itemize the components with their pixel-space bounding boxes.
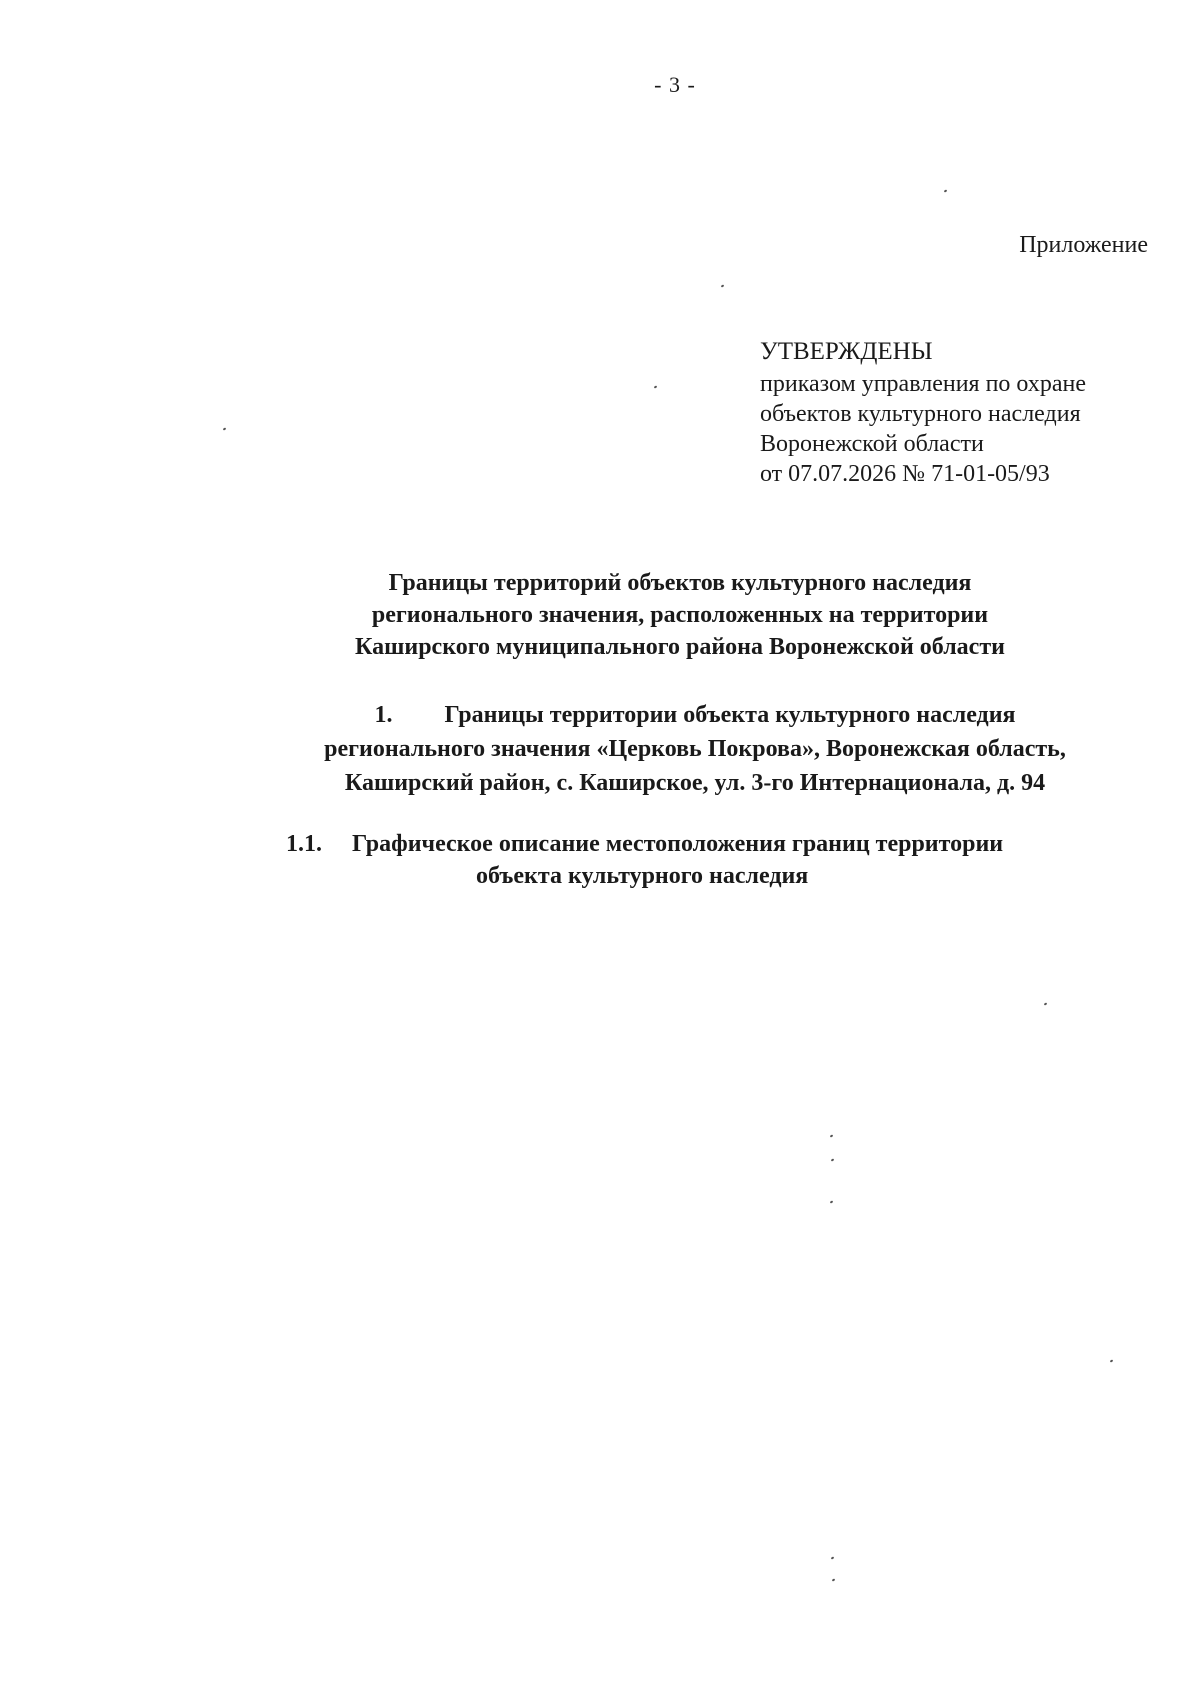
document-title: [180, 567, 1180, 663]
section-heading-line: [200, 698, 1190, 732]
scan-speck: [1110, 1359, 1114, 1362]
section-1-heading: [200, 698, 1190, 800]
title-line: Каширского муниципального района Воронежской области: [355, 634, 1005, 660]
approval-line: объектов культурного наследия: [760, 401, 1081, 427]
scan-speck: [944, 189, 948, 192]
subsection-number: 1.1.: [286, 831, 322, 857]
section-number: 1.: [374, 702, 393, 728]
appendix-label: Приложение: [1019, 232, 1148, 258]
subsection-1-1-heading: [286, 828, 1003, 892]
section-heading-line: регионального значения «Церковь Покрова», Воронежская область,: [324, 736, 1066, 762]
scan-speck: [1044, 1002, 1048, 1005]
section-heading-line: Каширский район, с. Каширское, ул. 3-го Интернационала, д. 94: [344, 770, 1046, 796]
title-line: Границы территорий объектов культурного наследия: [388, 570, 972, 596]
title-line: регионального значения, расположенных на территории: [371, 602, 989, 628]
scan-speck: [721, 284, 725, 287]
subsection-heading-line: [286, 828, 1003, 860]
approval-line: приказом управления по охране: [760, 371, 1086, 397]
scan-speck: [830, 1134, 834, 1137]
subsection-heading-line: объекта культурного наследия: [476, 863, 809, 889]
approval-block: [760, 337, 1086, 489]
scan-speck: [831, 1158, 835, 1161]
approval-date-number: от 07.07.2026 № 71-01-05/93: [760, 461, 1050, 487]
page-number: - 3 -: [654, 72, 696, 97]
scan-speck: [832, 1578, 836, 1581]
subsection-heading-text: Графическое описание местоположения границ территории: [352, 831, 1004, 857]
section-heading-text: Границы территории объекта культурного наследия: [444, 702, 1016, 728]
scan-speck: [831, 1556, 835, 1559]
scan-speck: [223, 427, 227, 430]
scan-speck: [830, 1200, 834, 1203]
approved-heading: УТВЕРЖДЕНЫ: [760, 338, 933, 365]
approval-line: Воронежской области: [760, 431, 984, 457]
scan-speck: [654, 385, 658, 388]
